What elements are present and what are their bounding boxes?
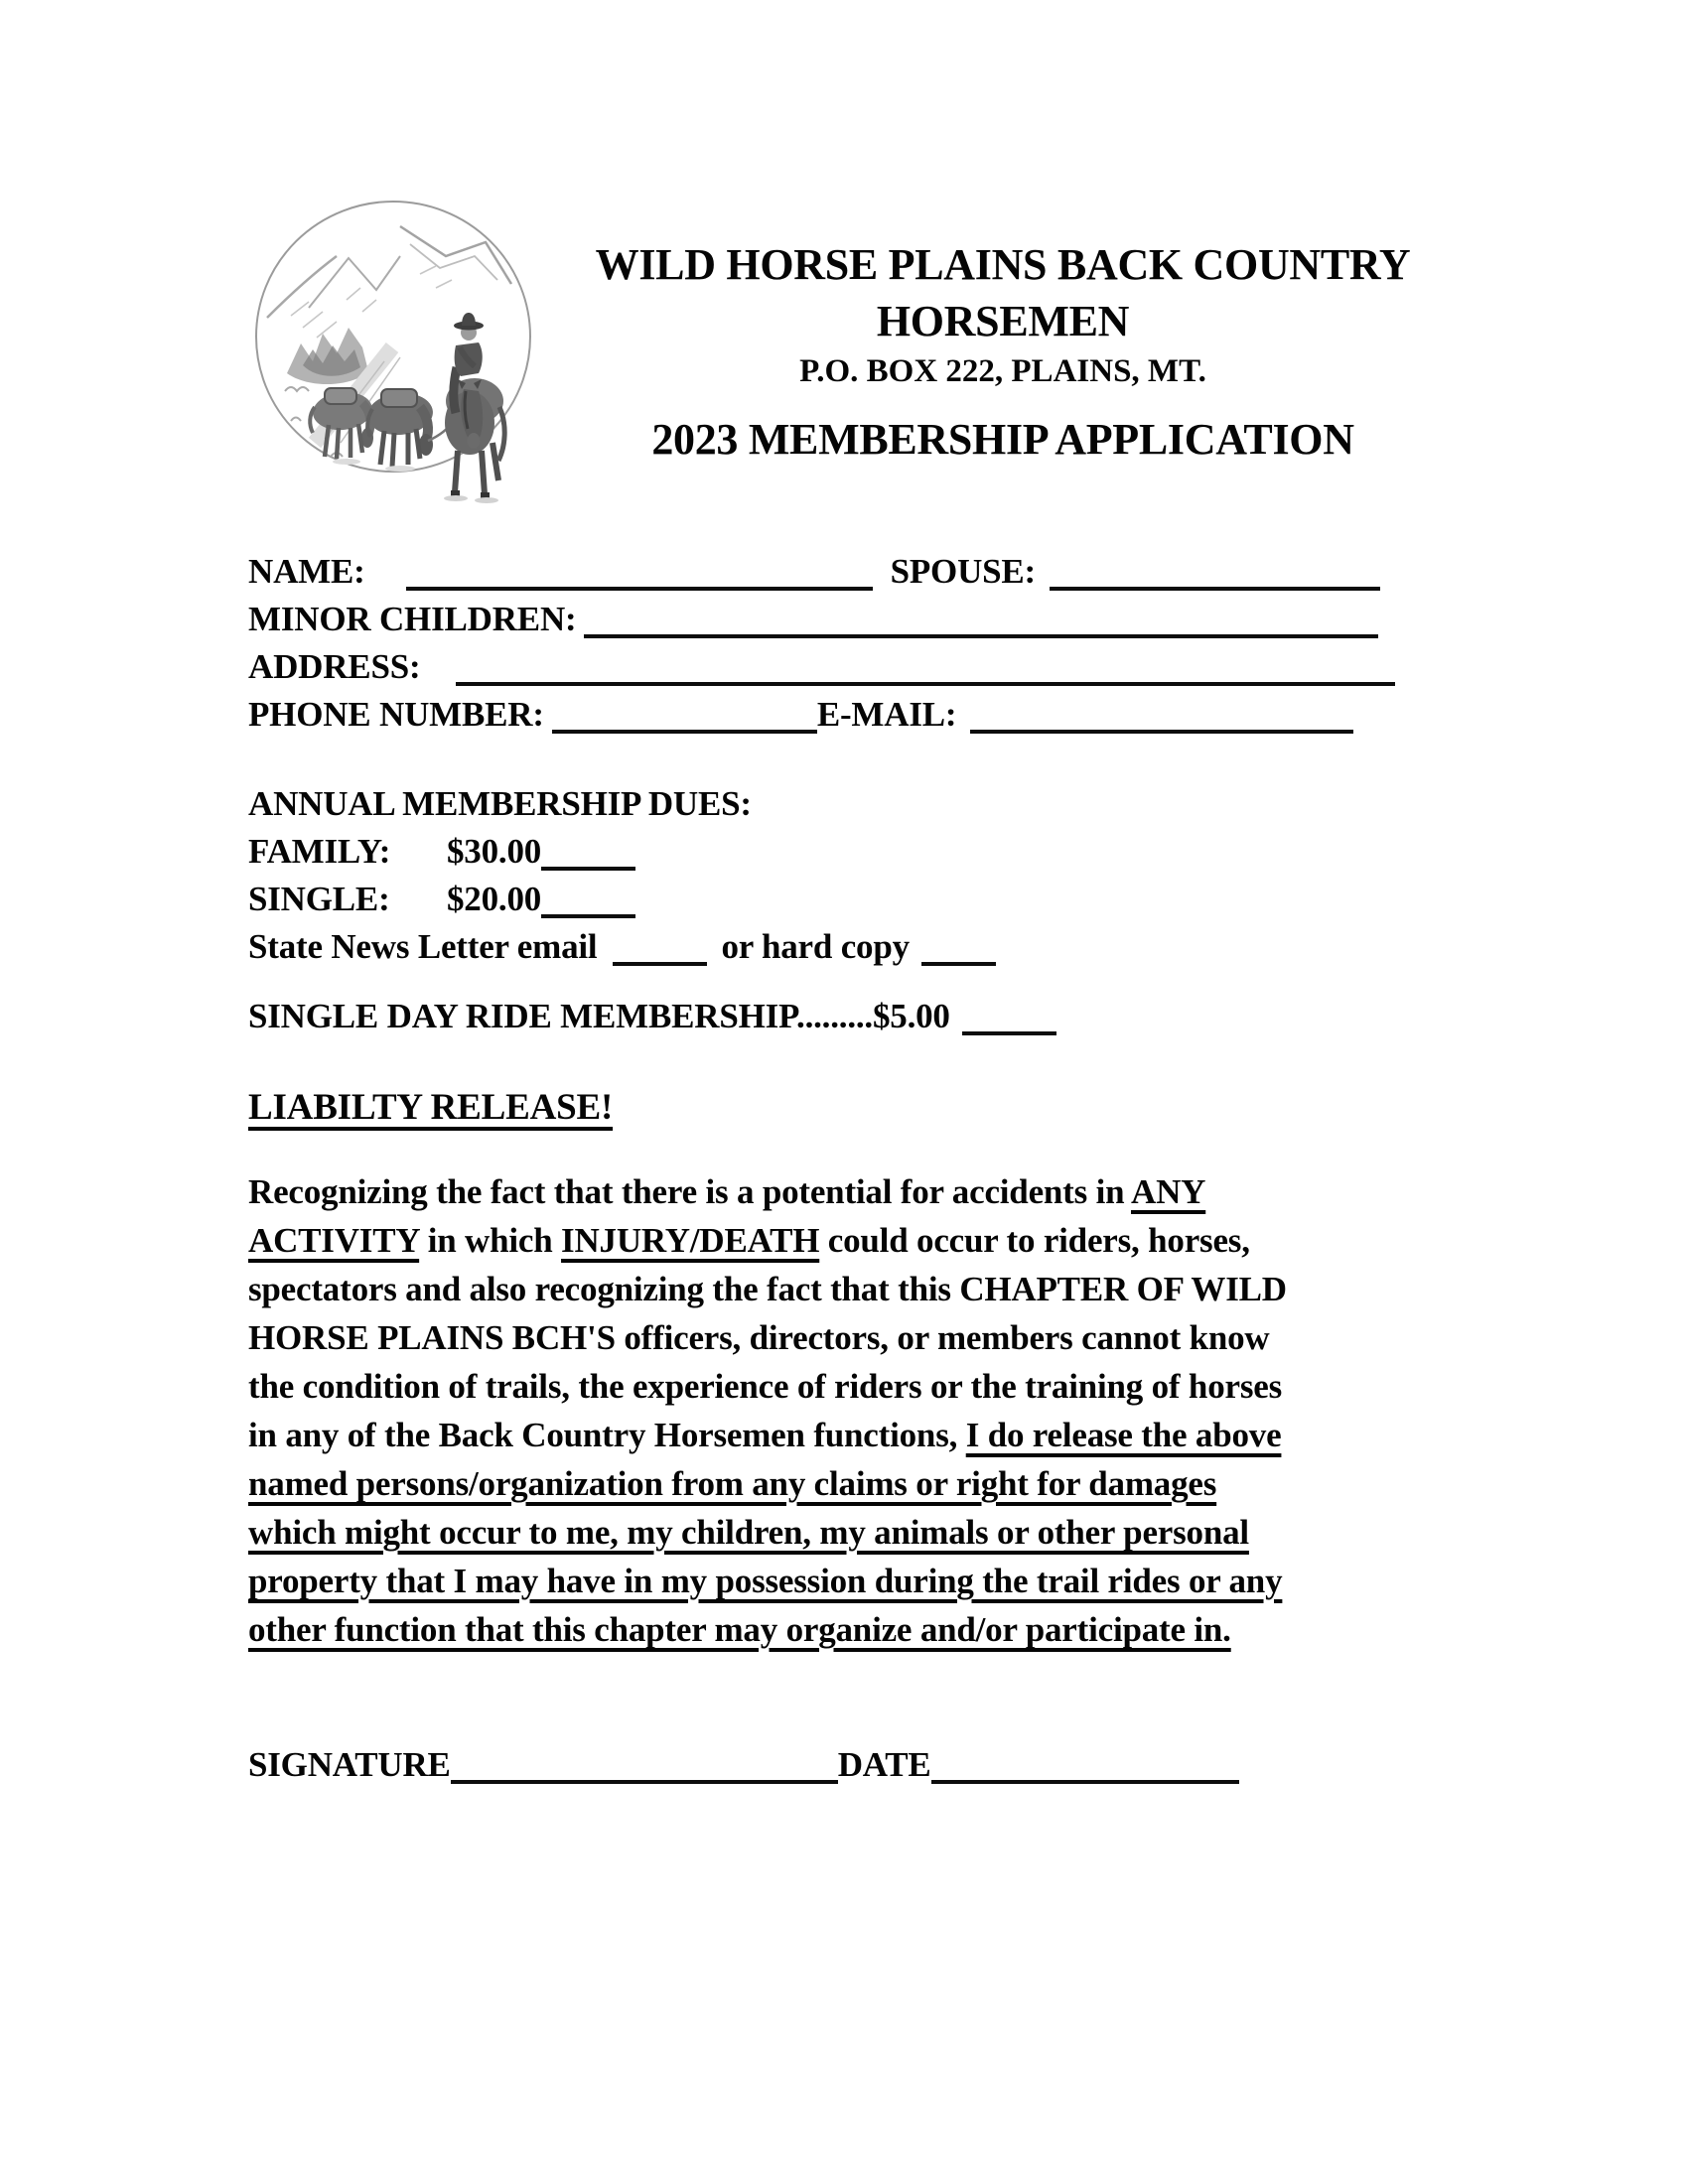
family-amount: $30.00 [447,832,542,871]
underlined-segment: INJURY/DEATH [561,1221,820,1260]
family-select-line[interactable] [541,865,635,871]
release-heading-text: LIABILTY RELEASE! [248,1087,614,1128]
org-name-line1: WILD HORSE PLAINS BACK COUNTRY [595,240,1411,289]
family-label: FAMILY: [248,832,391,871]
text-segment: could occur to riders, horses, [819,1221,1250,1260]
single-amount: $20.00 [447,880,542,918]
header [536,236,1470,468]
single-day-row [248,993,1056,1040]
name-input-line[interactable] [406,585,873,591]
spouse-input-line[interactable] [1050,585,1380,591]
release-line-3: spectators and also recognizing the fact that this CHAPTER OF WILD [248,1270,1287,1308]
org-name-line2: HORSEMEN [876,297,1130,345]
release-line-1 [248,1167,1287,1216]
signature-label: SIGNATURE [248,1745,451,1784]
release-line-6 [248,1411,1287,1459]
single-day-select-line[interactable] [962,1029,1056,1035]
org-address: P.O. BOX 222, PLAINS, MT. [799,353,1206,389]
release-line-4: HORSE PLAINS BCH'S officers, directors, or members cannot know [248,1318,1270,1357]
release-line-8: which might occur to me, my children, my animals or other personal [248,1513,1249,1552]
name-label: NAME: [248,552,365,591]
family-dues-row [248,828,635,876]
newsletter-row [248,923,996,971]
form-title: 2023 MEMBERSHIP APPLICATION [651,415,1354,464]
text-segment: in any of the Back Country Horsemen functions, [248,1416,966,1454]
release-line-2 [248,1216,1287,1265]
newsletter-hardcopy-select-line[interactable] [921,960,996,966]
release-line-5: the condition of trails, the experience of riders or the training of horses [248,1367,1282,1406]
phone-label: PHONE NUMBER: [248,695,544,734]
date-input-line[interactable] [931,1778,1239,1784]
release-line-9: property that I may have in my possession during the trail rides or any [248,1562,1283,1600]
single-dues-row [248,876,635,923]
horseman-logo [251,197,537,512]
address-input-line[interactable] [456,680,1395,686]
newsletter-email-select-line[interactable] [613,960,707,966]
email-input-line[interactable] [970,728,1353,734]
underlined-segment: ACTIVITY [248,1221,420,1260]
release-line-7: named persons/organization from any claims or right for damages [248,1464,1217,1503]
newsletter-email-label: State News Letter email [248,927,598,966]
signature-row [248,1741,1239,1789]
address-row [248,643,1395,691]
phone-email-row [248,691,1353,739]
release-paragraph [248,1167,1287,1654]
name-spouse-row [248,548,1380,596]
minor-children-label: MINOR CHILDREN: [248,600,577,638]
single-day-label: SINGLE DAY RIDE MEMBERSHIP.........$5.00 [248,997,950,1035]
newsletter-or-label: or hard copy [721,927,910,966]
date-label: DATE [837,1745,931,1784]
text-segment: in which [419,1221,562,1260]
spouse-label: SPOUSE: [890,552,1037,591]
release-line-10: other function that this chapter may organize and/or participate in. [248,1610,1231,1649]
email-label: E-MAIL: [816,695,957,734]
signature-input-line[interactable] [451,1778,838,1784]
text-segment: Recognizing the fact that there is a potential for accidents in [248,1172,1131,1211]
underlined-segment: I do release the above [965,1416,1282,1454]
release-heading [248,1084,613,1132]
single-select-line[interactable] [541,912,635,918]
single-label: SINGLE: [248,880,390,918]
minor-children-input-line[interactable] [584,632,1378,638]
address-label: ADDRESS: [248,647,421,686]
underlined-segment: ANY [1131,1172,1206,1211]
phone-input-line[interactable] [552,728,817,734]
minor-children-row [248,596,1378,643]
dues-heading: ANNUAL MEMBERSHIP DUES: [248,784,752,823]
